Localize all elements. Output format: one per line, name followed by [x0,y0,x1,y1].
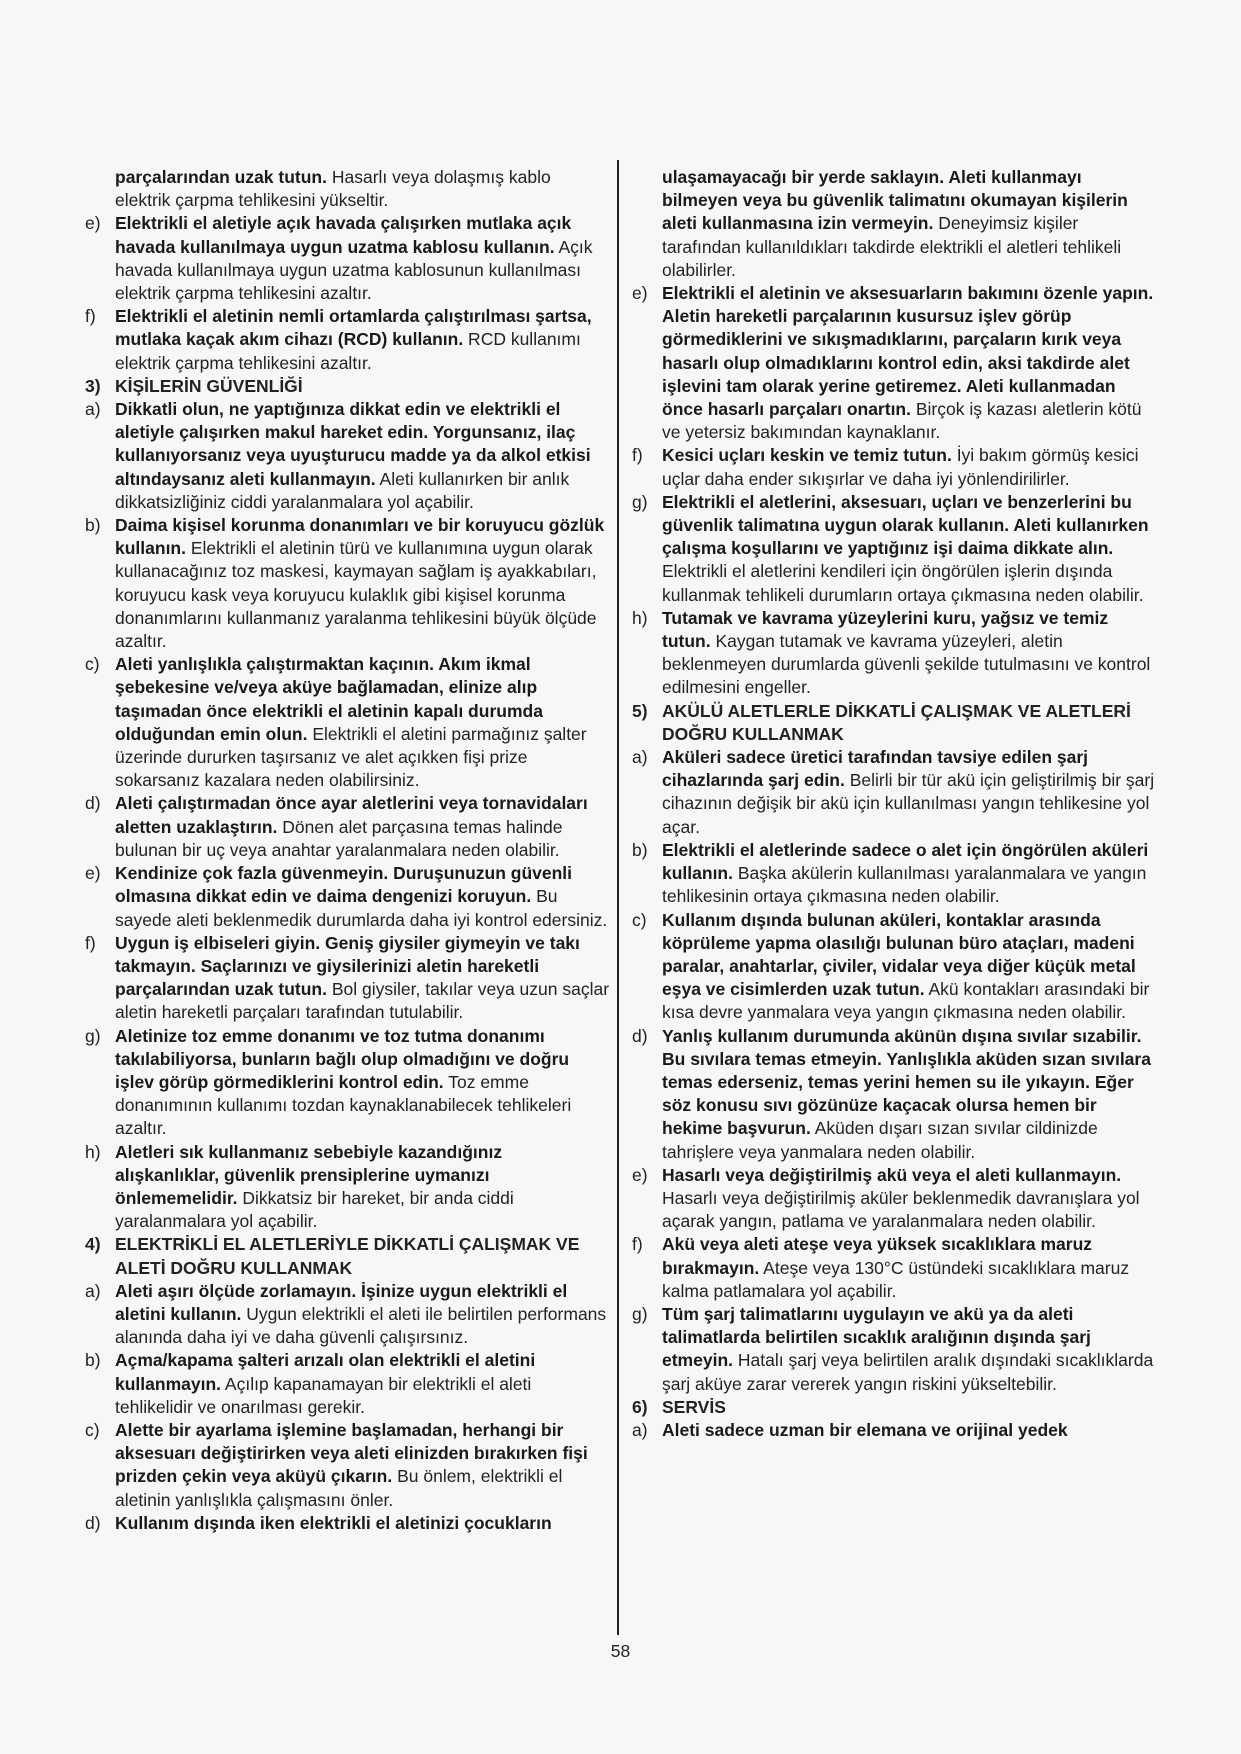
item-label: h) [85,1141,101,1162]
item-label: a) [632,1419,648,1440]
item-bold-text: Tutamak ve kavrama yüzeylerini kuru, yağsız ve temiz tutun. [662,607,1109,652]
item-text: Deneyimsiz kişiler tarafından kullanıldıkları takdirde elektrikli el aletleri tehlikeli olabilirler. [662,213,1122,280]
item-bold-text: Elektrikli el aletinin ve aksesuarların bakımını özenle yapın. Aletin hareketli parçalarının kusursuz işlev görüp görmediklerini ve sıkışmadıklarını, parçaların kırık veya hasarlı olup olmadıklarını kontrol edin, aksi takdirde alet işlevini tam olarak yerine getiremez. Aleti kullanmadan önce hasarlı parçaları onartın. [662,283,1154,420]
item-text: Elektrikli el aletlerini kendileri için öngörülen işlerin dışında kullanmak tehlikeli durumların ortaya çıkmasına neden olabilir. [662,561,1144,605]
item-label: e) [632,283,648,304]
section-number: 6) [632,1396,648,1417]
item-text: Hasarlı veya dolaşmış kablo elektrik çarpma tehlikesini yükseltir. [115,167,551,211]
item-bold-text: Aleti aşırı ölçüde zorlamayın. İşinize uygun elektrikli el aletini kullanın. [115,1280,568,1324]
item-bold-text: Daima kişisel korunma donanımları ve bir koruyucu gözlük kullanın. [115,515,605,559]
list-item [85,514,610,653]
item-label: d) [632,1025,648,1046]
item-text: Dikkatsiz bir hareket, bir anda ciddi yaralanmalara yol açabilir. [115,1187,514,1232]
item-bold-text: ulaşamayacağı bir yerde saklayın. Aleti kullanmayı bilmeyen veya bu güvenlik talimatını okumayan kişilerin aleti kullanmasına izin vermeyin. [662,167,1128,234]
list-item [85,1280,610,1350]
section-heading [85,1233,610,1279]
item-text: Bu sayede aleti beklenmedik durumlarda daha iyi kontrol edersiniz. [115,886,608,930]
list-item [632,746,1160,839]
list-item [632,1233,1160,1303]
item-bold-text: Aletleri sık kullanmanız sebebiyle kazandığınız alışkanlıklar, güvenlik prensiplerine uymanızı önlememelidir. [115,1141,503,1208]
continued-paragraph [85,166,610,212]
item-bold-text: Tüm şarj talimatlarını uygulayın ve akü ya da aleti talimatlarda belirtilen sıcaklık aralığının dışında şarj etmeyin. [662,1303,1091,1371]
item-bold-text: Aküleri sadece üretici tarafından tavsiye edilen şarj cihazlarında şarj edin. [662,747,1089,791]
item-label: c) [85,654,100,675]
item-bold-text: Aleti sadece uzman bir elemana ve orijinal yedek [662,1419,1068,1440]
list-item [85,653,610,792]
item-label: c) [632,909,647,930]
item-label: c) [85,1419,100,1440]
section-heading [85,375,610,398]
item-text: Uygun elektrikli el aleti ile belirtilen performans alanında daha iyi ve daha güvenli çalışırsınız. [115,1303,607,1348]
left-column [85,166,610,1535]
list-item [85,1025,610,1141]
item-text: Hatalı şarj veya belirtilen aralık dışındaki sıcaklıklarda şarj aküye zarar vererek yangın riskini yükseltebilir. [662,1350,1154,1394]
section-title: AKÜLÜ ALETLERLE DİKKATLİ ÇALIŞMAK VE ALETLERİ DOĞRU KULLANMAK [662,700,1131,744]
item-text: RCD kullanımı elektrik çarpma tehlikesini azaltır. [115,329,581,373]
column-divider [617,160,619,1635]
list-item [85,1349,610,1419]
right-column [632,166,1160,1442]
item-label: f) [632,1234,643,1255]
item-label: g) [632,1303,648,1324]
item-bold-text: parçalarından uzak tutun. [115,167,327,187]
list-item [85,1141,610,1234]
item-bold-text: Aleti yanlışlıkla çalıştırmaktan kaçının. Akım ikmal şebekesine ve/veya aküye bağlamadan, elinize alıp taşımadan önce elektrikli el aletinin kapalı durumda olduğundan emin olun. [115,654,543,744]
item-bold-text: Aletinize toz emme donanımı ve toz tutma donanımı takılabiliyorsa, bunların bağlı olup olmadığını ve doğru işlev görüp görmediklerini kontrol edin. [115,1025,570,1092]
item-bold-text: Dikkatli olun, ne yaptığınıza dikkat edin ve elektrikli el aletiyle çalışırken makul hareket edin. Yorgunsanız, ilaç kullanıyorsanız veya uyuşturucu madde ya da alkol etkisi altındaysanız aleti kullanmayın. [115,399,591,489]
item-label: f) [85,932,96,953]
list-item [85,862,610,932]
list-item [85,398,610,514]
item-label: b) [632,839,648,860]
section-title: KİŞİLERİN GÜVENLİĞİ [115,375,303,396]
item-text: Ateşe veya 130°C üstündeki sıcaklıklara maruz kalma patlamalara yol açabilir. [662,1257,1130,1301]
item-text: Hasarlı veya değiştirilmiş aküler beklenmedik davranışlara yol açarak yangın, patlama ve yaralanmalara neden olabilir. [662,1187,1140,1232]
item-text: Akü kontakları arasındaki bir kısa devre yanmalara veya yangın çıkmasına neden olabilir. [662,979,1150,1023]
list-item [85,1419,610,1512]
item-bold-text: Alette bir ayarlama işlemine başlamadan, herhangi bir aksesuarı değiştirirken veya aleti elinizden bırakırken fişi prizden çekin veya aküyü çıkarın. [115,1419,588,1487]
list-item [85,932,610,1025]
section-title: ELEKTRİKLİ EL ALETLERİYLE DİKKATLİ ÇALIŞMAK VE ALETİ DOĞRU KULLANMAK [115,1234,580,1278]
item-text: Dönen alet parçasına temas halinde bulunan bir uç veya anahtar yaralanmalara neden olabilir. [115,816,563,860]
item-bold-text: Elektrikli el aletiyle açık havada çalışırken mutlaka açık havada kullanılmaya uygun uzatma kablosu kullanın. [115,213,572,257]
item-label: a) [85,399,101,420]
item-bold-text: Elektrikli el aletinin nemli ortamlarda çalıştırılması şartsa, mutlaka kaçak akım cihazı (RCD) kullanın. [115,306,592,350]
item-label: b) [85,1350,101,1371]
item-bold-text: Aleti çalıştırmadan önce ayar aletlerini veya tornavidaları aletten uzaklaştırın. [115,793,588,837]
item-text: Birçok iş kazası aletlerin kötü ve yetersiz bakımından kaynaklanır. [662,399,1142,443]
item-bold-text: Kullanım dışında bulunan aküleri, kontaklar arasında köprüleme yapma olasılığı bulunan büro ataçları, madeni paralar, anahtarlar, çiviler, vidalar veya diğer küçük metal eşya ve cisimlerden uzak tutun. [662,909,1136,1000]
item-bold-text: Kendinize çok fazla güvenmeyin. Duruşunuzun güvenli olmasına dikkat edin ve daima dengenizi koruyun. [115,863,573,907]
list-item [632,444,1160,490]
list-item [632,1164,1160,1234]
list-item [632,491,1160,607]
item-bold-text: Kullanım dışında iken elektrikli el aletinizi çocukların [115,1512,552,1533]
item-label: h) [632,607,648,628]
item-bold-text: Akü veya aleti ateşe veya yüksek sıcaklıklara maruz bırakmayın. [662,1234,1093,1278]
item-label: f) [85,306,96,327]
item-text: Toz emme donanımının kullanımı tozdan kaynaklanabilecek tehlikeleri azaltır. [115,1071,572,1139]
list-item [632,909,1160,1025]
list-item [632,1419,1160,1442]
item-text: Elektrikli el aletini parmağınız şalter üzerinde dururken taşırsanız ve alet açıkken fişi prize sokarsanız kazalara neden olabilirsiniz. [115,723,587,791]
list-item [85,792,610,862]
list-item [85,1512,610,1535]
item-text: Belirli bir tür akü için geliştirilmiş bir şarj cihazının değişik bir akü için kullanılması yangın tehlikesine yol açar. [662,770,1155,837]
item-label: a) [85,1280,101,1301]
list-item [632,839,1160,909]
section-number: 3) [85,375,101,396]
item-bold-text: Elektrikli el aletlerini, aksesuarı, uçları ve benzerlerini bu güvenlik talimatına uygun olarak kullanın. Aleti kullanırken çalışma koşullarını ve yaptığınız işi daima dikkate alın. [662,491,1149,559]
item-text: Elektrikli el aletinin türü ve kullanımına uygun olarak kullanacağınız toz maskesi, kaymayan sağlam iş ayakkabıları, koruyucu kask veya koruyucu kulaklık gibi kişisel korunma donanımlarını kullanmanız yaralanma tehlikesini büyük ölçüde azaltır. [115,538,597,652]
list-item [632,1025,1160,1164]
item-label: g) [632,491,648,512]
continued-paragraph [632,166,1160,282]
item-text: Kaygan tutamak ve kavrama yüzeyleri, aletin beklenmeyen durumlarda güvenli şekilde tutulmasını ve kontrol edilmesini engeller. [662,631,1151,698]
item-label: a) [632,747,648,768]
item-label: b) [85,515,101,536]
list-item [85,305,610,375]
section-number: 5) [632,700,648,721]
list-item [632,282,1160,444]
item-text: Bu önlem, elektrikli el aletinin yanlışlıkla çalışmasını önler. [115,1466,563,1510]
item-text: Açık havada kullanılmaya uygun uzatma kablosunun kullanılması elektrik çarpma tehlikesini azaltır. [115,236,593,304]
section-title: SERVİS [662,1396,726,1417]
item-bold-text: Uygun iş elbiseleri giyin. Geniş giysiler giymeyin ve takı takmayın. Saçlarınızı ve giysilerinizi aletin hareketli parçalarından uzak tutun. [115,932,580,1000]
item-text: Açılıp kapanamayan bir elektrikli el aleti tehlikelidir ve onarılması gerekir. [115,1373,532,1417]
item-text: Aküden dışarı sızan sıvılar cildinizde tahrişlere veya yanmalara neden olabilir. [662,1118,1098,1162]
item-bold-text: Yanlış kullanım durumunda akünün dışına sıvılar sızabilir. Bu sıvılara temas etmeyin. Yanlışlıkla aküden sızan sıvılara temas ederseniz, temas yerini hemen su ile yıkayın. Eğer söz konusu sıvı gözünüze kaçacak olursa hemen bir hekime başvurun. [662,1025,1151,1139]
list-item [632,1303,1160,1396]
list-item [85,212,610,305]
item-label: e) [85,213,101,234]
item-label: f) [632,445,643,466]
item-label: d) [85,793,101,814]
item-bold-text: Kesici uçları keskin ve temiz tutun. [662,445,952,466]
section-number: 4) [85,1234,101,1255]
item-bold-text: Açma/kapama şalteri arızalı olan elektrikli el aletini kullanmayın. [115,1350,536,1394]
item-label: e) [85,863,101,884]
item-bold-text: Hasarlı veya değiştirilmiş akü veya el aleti kullanmayın. [662,1164,1122,1185]
item-bold-text: Elektrikli el aletlerinde sadece o alet için öngörülen aküleri kullanın. [662,839,1149,884]
item-text: İyi bakım görmüş kesici uçlar daha ender sıkışırlar ve daha iyi yönlendirilirler. [662,445,1139,489]
item-text: Bol giysiler, takılar veya uzun saçlar aletin hareketli parçaları tarafından tutulabilir. [115,979,610,1023]
page-number: 58 [610,1641,631,1661]
item-label: d) [85,1512,101,1533]
item-text: Başka akülerin kullanılması yaralanmalara ve yangın tehlikesinin ortaya çıkmasına neden olabilir. [662,863,1147,907]
section-heading [632,1396,1160,1419]
item-text: Aleti kullanırken bir anlık dikkatsizliğiniz ciddi yaralanmalara yol açabilir. [115,468,570,512]
section-heading [632,700,1160,746]
item-label: e) [632,1164,648,1185]
list-item [632,607,1160,700]
item-label: g) [85,1025,101,1046]
